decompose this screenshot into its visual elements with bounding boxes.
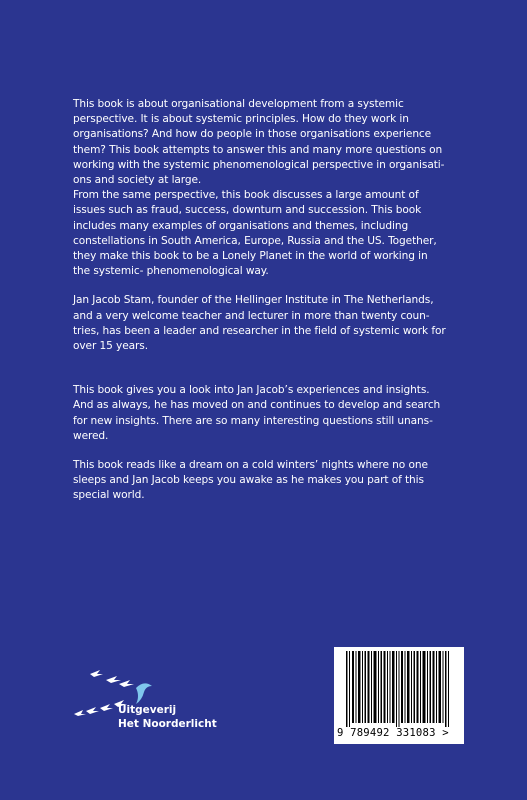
blurb-paragraph-closing: This book reads like a dream on a cold winters’ nights where no one sleeps and Jan Jacob keeps you awake as he makes you part of this special world. xyxy=(73,459,428,502)
publisher-name-line2: Het Noorderlicht xyxy=(118,718,217,730)
blurb-paragraph-intro: This book is about organisational development from a systemic perspective. It is about systemic principles. How do they work in organisations? And how do people in those organisations experience them? This book attempts to answer this and many more questions on working with the systemic phenomenological perspective in organisati- ons and society at large. From the same perspective, this book discusses a large amount of issues such as fraud, success, downturn and succession. This book includes many examples of organisations and themes, including constellations in South America, Europe, Russia and the US. Together, they make this book to be a Lonely Planet in the world of working in the systemic- phenomenological way. xyxy=(73,98,445,278)
publisher-logo xyxy=(70,660,220,740)
blurb xyxy=(73,97,463,504)
blurb-paragraph-insights: This book gives you a look into Jan Jacob’s experiences and insights. And as always, he has moved on and continues to develop and search for new insights. There are so many interesting questions still unans- wered. xyxy=(73,384,441,442)
isbn-digits: 9 789492 331083 > xyxy=(337,727,449,739)
barcode-icon xyxy=(334,647,464,727)
isbn-barcode xyxy=(334,647,464,744)
blurb-paragraph-author: Jan Jacob Stam, founder of the Hellinger Institute in The Netherlands, and a very welcome teacher and lecturer in more than twenty coun- tries, has been a leader and researcher in the field of systemic work for over 15 years. xyxy=(73,294,446,353)
publisher-name-line1: Uitgeverij xyxy=(118,704,177,716)
